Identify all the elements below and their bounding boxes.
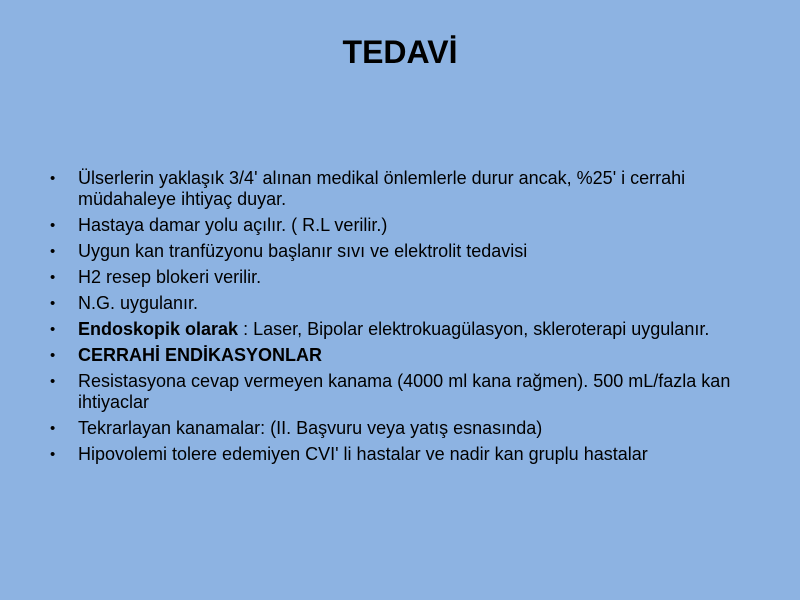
list-item: [46, 293, 746, 314]
bullet-text: Hipovolemi tolere edemiyen CVI' li hastalar ve nadir kan gruplu hastalar: [78, 444, 648, 464]
bullet-icon: •: [50, 321, 56, 338]
bullet-text: H2 resep blokeri verilir.: [78, 267, 262, 287]
bullet-text: Uygun kan tranfüzyonu başlanır sıvı ve elektrolit tedavisi: [78, 241, 528, 261]
bullet-icon: •: [50, 269, 56, 286]
slide-title: TEDAVİ: [342, 34, 458, 70]
bullet-icon: •: [50, 243, 56, 260]
bullet-icon: •: [50, 217, 56, 234]
bullet-icon: •: [50, 347, 56, 364]
bullet-list: [46, 168, 746, 470]
bullet-icon: •: [50, 373, 56, 390]
section-heading: CERRAHİ ENDİKASYONLAR: [78, 345, 323, 365]
bullet-text: : Laser, Bipolar elektrokuagülasyon, skleroterapi uygulanır.: [238, 319, 710, 339]
bullet-bold-lead: Endoskopik olarak: [78, 319, 239, 339]
list-item: [46, 345, 746, 366]
list-item: [46, 444, 746, 465]
list-item: [46, 267, 746, 288]
bullet-text: Ülserlerin yaklaşık 3/4' alınan medikal önlemlerle durur ancak, %25' i cerrahi müdahaleye ihtiyaç duyar.: [78, 168, 686, 209]
bullet-text: Tekrarlayan kanamalar: (II. Başvuru veya yatış esnasında): [78, 418, 543, 438]
bullet-icon: •: [50, 420, 56, 437]
bullet-icon: •: [50, 170, 56, 187]
bullet-text: Resistasyona cevap vermeyen kanama (4000 ml kana rağmen). 500 mL/fazla kan ihtiyaclar: [78, 371, 731, 412]
list-item: [46, 241, 746, 262]
list-item: [46, 371, 746, 413]
bullet-icon: •: [50, 295, 56, 312]
bullet-icon: •: [50, 446, 56, 463]
list-item: [46, 215, 746, 236]
list-item: [46, 319, 746, 340]
bullet-text: N.G. uygulanır.: [78, 293, 199, 313]
bullet-text: Hastaya damar yolu açılır. ( R.L verilir.): [78, 215, 388, 235]
list-item: [46, 168, 746, 210]
list-item: [46, 418, 746, 439]
